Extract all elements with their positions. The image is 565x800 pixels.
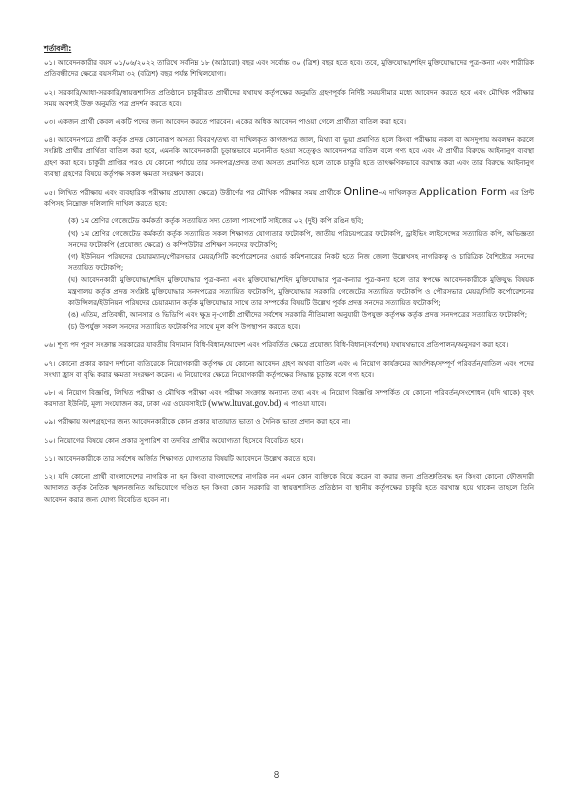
document-item-kha: (খ) ১ম শ্রেণির গেজেটেড কর্মকর্তা কর্তৃক সত্যায়িত সকল শিক্ষাগত যোগ্যতার ফটোকপি, জাতীয় পরিচয়পত্রের ফটোকপি, ড্রাইভিং লাইসেন্সের সত্যায়িত কপি, অভিজ্ঞতা সনদের ফটোকপি (প্রযোজ্য ক্ষেত্রে) ও কম্পিউটার প্রশিক্ষণ সনদের ফটোকপি; [68, 228, 534, 249]
required-documents-list [68, 215, 534, 332]
document-item-ka: (ক) ১ম শ্রেণির গেজেটেড কর্মকর্তা কর্তৃক সত্যায়িত সদ্য তোলা পাসপোর্ট সাইজের ০২ (দুই) কপি রঙিন ছবি; [68, 216, 364, 226]
clause-12: ১২। যদি কোনো প্রার্থী বাংলাদেশের নাগরিক না হন কিংবা বাংলাদেশের নাগরিক নন এমন কোন ব্যক্তিকে বিয়ে করেন বা করার জন্য প্রতিশ্রুতিবদ্ধ হন কিংবা কোনো ফৌজদারী আদালত কর্তৃক নৈতিক স্খলনজনিত অভিযোগে দণ্ডিত হন কিংবা কোন সরকারি বা স্বায়ত্তশাসিত প্রতিষ্ঠান বা স্থানীয় কর্তৃপক্ষের চাকুরি হতে বরখাস্ত হয়ে থাকেন তাহলে তিনি আবেদন করার জন্য যোগ্য বিবেচিত হবেন না। [44, 472, 534, 504]
clause-05-text-b: -এ দাখিলকৃত [378, 188, 420, 198]
clause-11: ১১। আবেদনকারীকে তার সর্বশেষ অর্জিত শিক্ষাগত যোগ্যতার বিষয়টি আবেদনে উল্লেখ করতে হবে। [44, 453, 316, 463]
clause-08-text-b: এ পাওয়া যাবে। [281, 399, 327, 409]
clause-05-text-c: এর প্রিন্ট কপিসহ নিম্নোক্ত দলিলাদি দাখিল করতে হবে: [44, 188, 534, 209]
clause-09: ০৯। পরীক্ষায় অংশগ্রহণের জন্য আবেদনকারীকে কোন প্রকার যাতায়াত ভাতা ও দৈনিক ভাতা প্রদান করা হবে না। [44, 417, 351, 427]
clause-08-text-a: ০৮। এ নিয়োগ বিজ্ঞপ্তি, লিখিত পরীক্ষা ও মৌখিক পরীক্ষা এবং পরীক্ষা সংক্রান্ত অন্যান্য তথ্য এবং এ নিয়োগ বিজ্ঞপ্তি সম্পর্কিত যে কোনো পরিবর্তন/সংশোধন (যদি থাকে) বৃহৎ করদাতা ইউনিট, মূল্য সংযোজন কর, ঢাকা এর ওয়েবসাইটে [44, 388, 534, 409]
clause-10: ১০। নিয়োগের বিষয়ে কোন প্রকার সুপারিশ বা তদবির প্রার্থীর অযোগ্যতা হিসেবে বিবেচিত হবে। [44, 435, 304, 445]
clause-02: ০২। সরকারি/আধা-সরকারি/স্বায়ত্তশাসিত প্রতিষ্ঠানে চাকুরীরত প্রার্থীদের যথাযথ কর্তৃপক্ষের অনুমতি গ্রহণপূর্বক নির্দিষ্ট সময়সীমার মধ্যে আবেদন করতে হবে এবং মৌখিক পরীক্ষার সময় অবশ্যই উক্ত অনুমতি পত্র প্রদর্শন করতে হবে। [44, 87, 534, 108]
terms-section [44, 43, 534, 512]
clause-04: ০৪। আবেদনপত্রে প্রার্থী কর্তৃক প্রদত্ত কোনোরূপ অসত্য বিবরণ/তথ্য বা দাখিলকৃত কাগজপত্র জাল, মিথ্যা বা ভুয়া প্রমাণিত হলে কিংবা পরীক্ষায় নকল বা অসদুপায় অবলম্বন করলে সংশ্লিষ্ট প্রার্থীর প্রার্থিতা বাতিল করা হবে, এমনকি আবেদনকারী চূড়ান্তভাবে মনোনীত হওয়া সত্ত্বেও আবেদনপত্র বাতিল বলে গণ্য হবে এবং ঐ প্রার্থীর বিরুদ্ধে আইনানুগ ব্যবস্থা গ্রহণ করা হবে। চাকুরী প্রাপ্তির পরও যে কোনো পর্যায়ে তার সনদপত্র/প্রদত্ত তথ্য অসত্য প্রমাণিত হলে তাকে চাকুরি হতে তাৎক্ষণিকভাবে বরখাস্ত করা এবং তার বিরুদ্ধে আইনানুগ ব্যবস্থা গ্রহণের বিষয়ে কর্তৃপক্ষ সকল ক্ষমতা সংরক্ষণ করবে। [44, 135, 534, 178]
clause-03: ০৩। একজন প্রার্থী কেবল একটি পদের জন্য আবেদন করতে পারবেন। একের অধিক আবেদন পাওয়া গেলে প্রার্থীতা বাতিল করা হবে। [44, 117, 406, 127]
clause-08 [44, 387, 534, 409]
clause-05 [44, 186, 534, 209]
terms-heading: শর্তাবলী: [44, 44, 72, 53]
clause-07: ০৭। কোনো প্রকার কারণ দর্শানো ব্যতিরেকে নিয়োগকারী কর্তৃপক্ষ যে কোনো আবেদন গ্রহণ অথবা বাতিল এবং এ নিয়োগ কার্যক্রমের আংশিক/সম্পূর্ণ পরিবর্তন/বাতিল এবং পদের সংখ্যা হ্রাস বা বৃদ্ধি করার ক্ষমতা সংরক্ষণ করেন। এ নিয়োগের ক্ষেত্রে নিয়োগকারী কর্তৃপক্ষের সিদ্ধান্ত চূড়ান্ত বলে গণ্য হবে। [44, 358, 534, 379]
clause-05-text-a: ০৫। লিখিত পরীক্ষায় এবং ব্যবহারিক পরীক্ষায় প্রযোজ্য ক্ষেত্রে) উত্তীর্ণের পর মৌখিক পরীক্ষার সময় প্রার্থীকে [44, 188, 344, 198]
clause-05-application-form: Application Form [419, 187, 508, 199]
clause-05-online: Online [343, 185, 379, 199]
clause-06: ০৬। শূণ্য পদ পূরণ সংক্রান্ত সরকারের যাবতীয় বিদ্যমান বিধি-বিধান/আদেশ এবং পরিবর্তিত ক্ষেত্রে প্রযোজ্য বিধি-বিধান(সর্বশেষ) যথাযথভাবে প্রতিপালন/অনুসরণ করা হবে। [44, 340, 509, 350]
document-item-ga: (গ) ইউনিয়ন পরিষদের চেয়ারম্যান/পৌরসভার মেয়র/সিটি কর্পোরেশনের ওয়ার্ড কমিশনারের নিকট হতে নিজ জেলা উল্লেখসহ নাগরিকত্ব ও চারিত্রিক বৈশিষ্ট্যের সনদের সত্যায়িত ফটোকপি; [68, 252, 534, 273]
clause-01: ০১। আবেদনকারীর বয়স ০১/০৬/২০২২ তারিখে সর্বনিম্ন ১৮ (আঠারো) বছর এবং সর্বোচ্চ ৩০ (ত্রিশ) বছর হতে হবে। তবে, মুক্তিযোদ্ধা/শহিদ মুক্তিযোদ্ধাদের পুত্র-কন্যা এবং শারীরিক প্রতিবন্ধীদের ক্ষেত্রে বয়সসীমা ৩২ (বত্রিশ) বছর পর্যন্ত শিথিলযোগ্য। [44, 58, 534, 79]
document-item-cha: (চ) উপর্যুক্ত সকল সনদের সত্যায়িত ফটোকপির সাথে মূল কপি উপস্থাপন করতে হবে। [68, 322, 301, 332]
document-item-umo: (ঙ) এতিম, প্রতিবন্ধী, আনসার ও ভিডিপি এবং ক্ষুদ্র নৃ-গোষ্ঠী প্রার্থীদের সর্বশেষ সরকারি নীতিমালা অনুযায়ী উপযুক্ত কর্তৃপক্ষ কর্তৃক প্রদত্ত সনদপত্রের সত্যায়িত ফটোকপি; [68, 310, 528, 320]
page-number: ৪ [273, 768, 281, 781]
website-link[interactable]: (www.ltuvat.gov.bd) [208, 398, 282, 409]
document-item-gha: (ঘ) আবেদনকারী মুক্তিযোদ্ধা/শহিদ মুক্তিযোদ্ধার পুত্র-কন্যা এবং মুক্তিযোদ্ধা/শহিদ মুক্তিযোদ্ধার পুত্র-কন্যার পুত্র-কন্যা হলে তার স্বপক্ষে আবেদনকারীকে মুক্তিযুদ্ধ বিষয়ক মন্ত্রণালয় কর্তৃক প্রদত্ত সংশ্লিষ্ট মুক্তিযোদ্ধার সনদপত্রের সত্যায়িত ফটোকপি, মুক্তিযোদ্ধার সরকারি গেজেটের সত্যায়িত ফটোকপি ও পৌরসভার মেয়র/সিটি কর্পোরেশনের কাউন্সিলর/ইউনিয়ন পরিষদের চেয়ারম্যান কর্তৃক মুক্তিযোদ্ধার সাথে তার সম্পর্কের বিষয়টি উল্লেখ পূর্বক প্রদত্ত সনদের সত্যায়িত ফটোকপি; [68, 275, 534, 307]
